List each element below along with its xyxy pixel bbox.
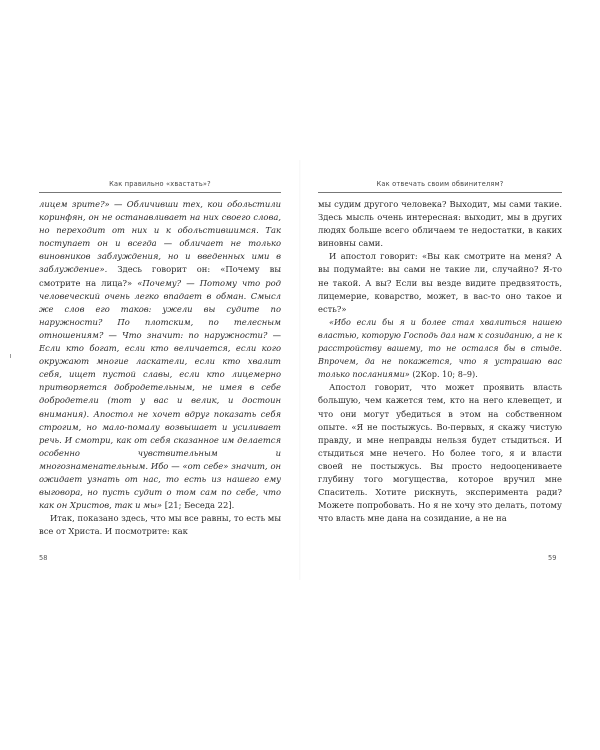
- right-quote-paragraph: [318, 316, 562, 381]
- book-gutter: [299, 160, 301, 580]
- left-p2-c: Апостол не хочет вдруг показать себя строгим, но мало-помалу возвышает и усиливает речь. И смотри, как от себя сказанное им делается особенно чувствительным и многознаменательным. Ибо — «от себе» значит, он ожидает узнать от нас, то есть из нашего ему выговора, но пусть судит о том сам по себе, что как он Христов, так и мы»: [39, 408, 281, 511]
- left-p2-a: Здесь говорит он: «Почему вы смотрите на лица?»: [39, 264, 281, 288]
- left-p2-b: «Почему? — Потому что род человеческий очень легко впадает в обман. Смысл же слов его таков: ужели вы судите по наружности? По плотским, по телесным отношениям? — Что значит: по наружности? — Если кто богат, если кто величается, если кого окружают многие ласкатели, если кто хвалит себя, ищет пустой славы, если кто лицемерно притворяется добродетельным, не имея в себе добродетели (тот у вас и велик, и достоин внимания).: [39, 277, 281, 419]
- right-page-body: [318, 198, 562, 525]
- left-page-body: [39, 198, 281, 538]
- left-p2-d: [21; Беседа 22].: [164, 500, 235, 511]
- left-running-header: Как правильно «хвастать»?: [39, 178, 281, 193]
- left-page-number: 58: [39, 554, 48, 562]
- right-quote-text: «Ибо если бы я и более стал хвалиться нашею властью, которую Господь дал нам к созиданию, а не к расстройству вашему, то не остался бы в стыде. Впрочем, да не покажется, что я устрашаю вас только посланиями»: [318, 316, 562, 380]
- right-page: [318, 178, 562, 568]
- right-running-header: Как отвечать своим обвинителям?: [318, 178, 562, 193]
- margin-tick: [10, 354, 11, 358]
- right-paragraph-2: И апостол говорит: «Вы как смотрите на меня? А вы подумайте: вы сами не такие ли, случайно? Я-то не такой. А вы? Если вы везде видите предвзятость, лицемерие, коварство, может, в вас-то оно такое и есть?»: [318, 251, 562, 314]
- right-paragraph-4: Апостол говорит, что может проявить власть большую, чем кажется тем, кто на него клевещет, и что они могут убедиться в этом на собственном опыте. «Я не постыжусь. Во-первых, я скажу чистую правду, и мне неправды нельзя будет стыдиться. И стыдиться мне нечего. Но более того, я и власти своей не постыжусь. Вы просто недооцениваете глубину того могущества, которое вручил мне Спаситель. Хотите рискнуть, эксперимента ради? Можете попробовать. Но я не хочу это делать, потому что власть мне дана на созидание, а не на: [318, 382, 562, 524]
- left-p1-text: лицем зрите?» — Обличивши тех, кои обольстили коринфян, он не останавливает на них своего слова, но переходит от них и к обольстившимся. Так поступает он и всегда — обличает не только виновников заблуждения, но и введенных ими в заблуждение».: [39, 199, 281, 275]
- right-quote-reference: (2Кор. 10; 8–9).: [409, 369, 478, 380]
- left-paragraph-1: [39, 198, 281, 512]
- right-paragraph-1: мы судим другого человека? Выходит, мы сами такие. Здесь мысль очень интересная: выходит, мы в других людях больше всего обличаем те недостатки, в каких виновны сами.: [318, 199, 562, 249]
- left-page: [39, 178, 281, 568]
- right-page-number: 59: [548, 554, 557, 562]
- left-paragraph-3: Итак, показано здесь, что мы все равны, то есть мы все от Христа. И посмотрите: как: [39, 513, 281, 537]
